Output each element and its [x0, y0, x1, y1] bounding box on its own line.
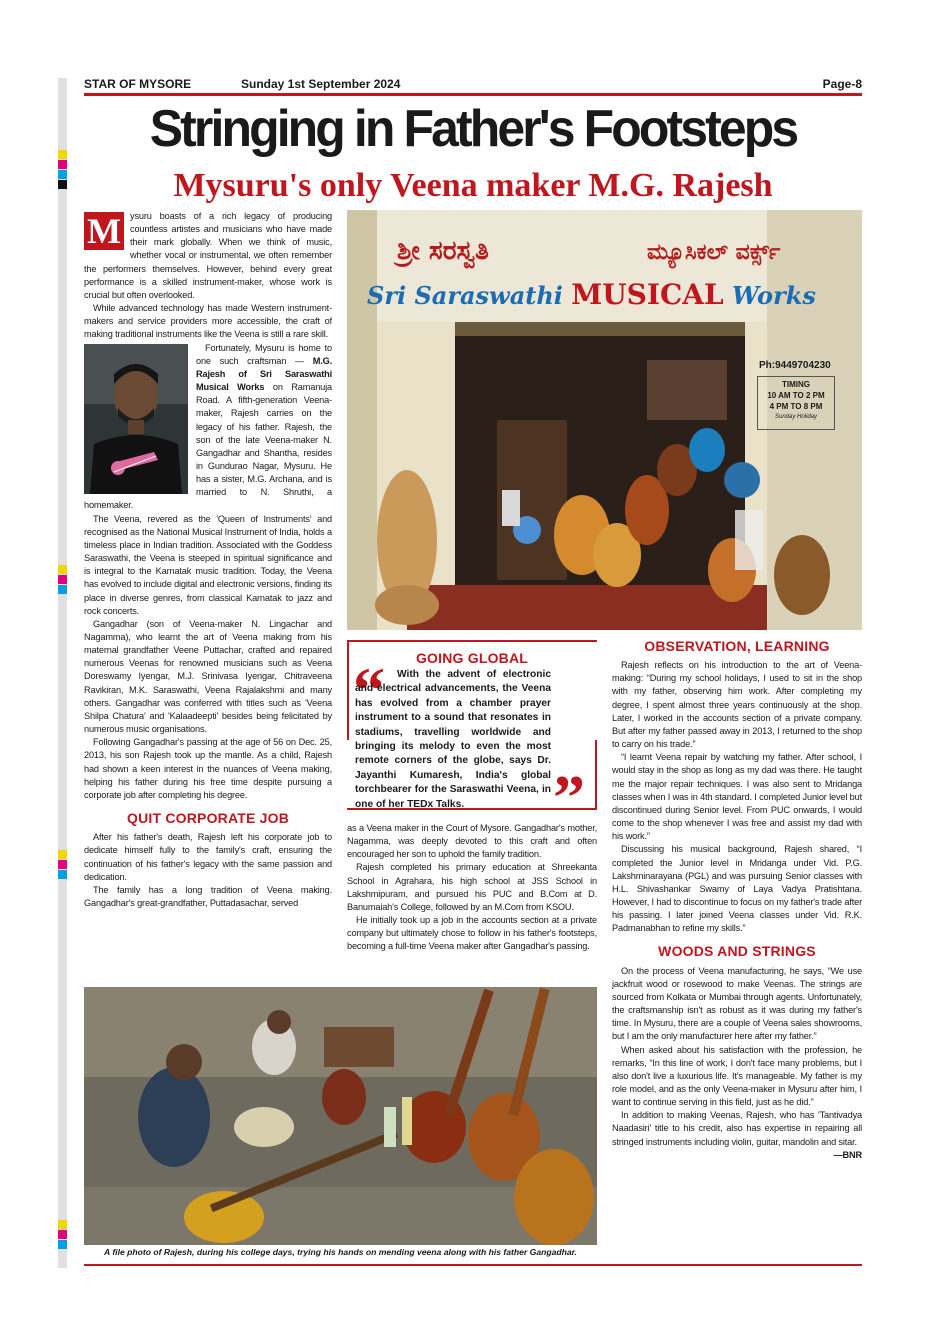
paragraph: “I learnt Veena repair by watching my father. After school, I would stay in the shop as long as my dad was there. He taught me the major repair techniques. I was also sent to Mridanga classes when I was in 4th standard. I completed Junior level but discontinued during Senior level. From PUC onwards, I would come to the shop whenever I was free and assist my dad with his work.”: [612, 752, 862, 842]
open-quote-mark: “: [353, 654, 385, 725]
shop-photo: [347, 210, 862, 630]
sign-english-musical: MUSICAL: [571, 278, 724, 311]
name-highlight: M.G. Rajesh of Sri Saraswathi Musical Works: [196, 355, 332, 393]
sign-english: [367, 278, 816, 311]
page-number: Page-8: [822, 77, 862, 91]
sign-english-part: Sri Saraswathi: [367, 281, 572, 310]
quote-rule: [347, 640, 597, 642]
registration-mark: [58, 180, 67, 189]
timing-title: TIMING: [782, 380, 810, 389]
sign-english-part: Works: [723, 281, 816, 310]
section-heading: WOODS AND STRINGS: [658, 943, 816, 960]
column-middle: [347, 822, 597, 982]
registration-mark: [58, 1220, 67, 1229]
section-heading: OBSERVATION, LEARNING: [644, 640, 830, 654]
paragraph: On the process of Veena manufacturing, he says, “We use jackfruit wood or rosewood to make Veenas. The strings are sourced from Kolkata or Mumbai through agents. Unfortunately, the craftsmanship isn't as robust as it was during my father's time. In Mysuru, there are a couple of Veena sales showrooms, but I am the only manufacturer here after my father.”: [612, 965, 862, 1042]
column-right: [612, 640, 862, 1260]
registration-mark: [58, 860, 67, 869]
timing-line: 4 PM TO 8 PM: [769, 402, 823, 411]
paragraph: Discussing his musical background, Rajesh shared, “I completed the Junior level in Mridanga under Vid. P.G. Lakshminarayana (PGL) and was pursuing Senior classes with H.L. Shivashankar Swamy of Laya Vadya Pratishtana. However, I had to discontinue to focus on my father's trade after his passing. I later joined Veena classes under Vid. R.K. Padmanabhan to refine my skills.”: [612, 844, 862, 934]
quote-rule: [595, 740, 597, 810]
sign-kannada-right: ಮ್ಯೂಸಿಕಲ್ ವರ್ಕ್ಸ್: [647, 240, 781, 265]
registration-mark: [58, 1240, 67, 1249]
registration-mark: [58, 575, 67, 584]
issue-date: Sunday 1st September 2024: [241, 77, 401, 91]
paragraph: In addition to making Veenas, Rajesh, who has 'Tantivadya Naadasiri' title to his credit, also has expertise in repairing all stringed instruments including violin, guitar, mandolin and sitar.: [612, 1110, 862, 1147]
headline: Stringing in Father's Footsteps: [149, 100, 797, 158]
registration-mark: [58, 170, 67, 179]
margin-bar: [58, 78, 67, 1268]
registration-mark: [58, 850, 67, 859]
paragraph: After his father's death, Rajesh left his corporate job to dedicate himself fully to the family's craft, ensuring the continuation of his father's legacy with the same passion and dedication.: [84, 832, 332, 882]
timing-board: [757, 376, 835, 430]
paragraph: He initially took up a job in the accounts section at a private company but ultimately chose to follow in his father's footsteps, becoming a full-time Veena maker after Gangadhar's passing.: [347, 915, 597, 952]
paragraph: Following Gangadhar's passing at the age of 56 on Dec. 25, 2013, his son Rajesh took up the mantle. As a child, Rajesh had shown a keen interest in the nuances of Veena making, helping his father during his free time despite pursuing a corporate job after completing his degree.: [84, 737, 332, 800]
registration-mark: [58, 870, 67, 879]
text-run: Fortunately, Mysuru is home to one such craftsman —: [196, 342, 332, 366]
registration-mark: [58, 150, 67, 159]
section-heading: QUIT CORPORATE JOB: [126, 810, 290, 827]
registration-mark: [58, 565, 67, 574]
paragraph: ysuru boasts of a rich legacy of producing countless artistes and musicians who have made their mark globally. When we think of music, whether vocal or instrumental, we often remember the performers themselves. However, behind every great performance is a skilled instrument-maker, whose work is crucial but often overlooked.: [84, 211, 332, 300]
paper-name: STAR OF MYSORE: [84, 77, 192, 91]
workshop-photo: [84, 987, 597, 1245]
paragraph: Gangadhar (son of Veena-maker N. Lingachar and Nagamma), who learnt the art of Veena making from his maternal grandfather Veene Puttachar, crafted and repaired numerous Veenas for renowned musicians such as Veena Doreswamy Iyengar, M.J. Srinivasa Iyengar, Chitraveena Ravikiran, M.K. Saraswathi, Veena Rajalakshmi and many others. Gangadhar was conferred with titles such as 'Veena Shilpa Chatura' and 'Kalaadeepti' besides being felicitated by numerous music organisations.: [84, 618, 332, 735]
drop-cap: M: [84, 212, 124, 250]
close-quote-mark: ”: [553, 762, 585, 833]
paragraph: When asked about his satisfaction with the profession, he remarks, “In this line of work, I don't face many problems, but I also don't live a luxurious life. It's manageable. My father is my role model, and as the only Veena-maker in Mysuru after him, I want to continue serving in this field, just as he did.”: [612, 1044, 862, 1108]
timing-line: 10 AM TO 2 PM: [767, 391, 825, 400]
paragraph: The Veena, revered as the 'Queen of Instruments' and recognised as the National Musical Instrument of India, holds a timeless place in Indian tradition. Associated with the Goddess Saraswathi, the Veena is steeped in spiritual significance and is integral to the Karnatak music tradition. Today, the Veena has evolved to include digital and electronic versions, finding its place in diverse genres, from classical Karnatak to jazz and rock concerts.: [84, 513, 332, 616]
registration-mark: [58, 1230, 67, 1239]
pull-quote: [347, 640, 597, 833]
paragraph: Rajesh completed his primary education at Shreekanta School in Agrahara, his high school at JSS School in Lakshmipuram, and pursued his PUC and B.Com at D. Banumaiah's College, followed by an M.Com from KSOU.: [347, 862, 597, 912]
paragraph: Rajesh reflects on his introduction to the art of Veena-making: “During my school holidays, I used to sit in the shop with my father, observing him work. After completing my degree, I spent almost three years continuously at the shop. Later, I worked in the accounts section of a private company. But after my father passed away in 2013, I returned to the shop to carry on his trade.”: [612, 660, 862, 750]
quote-body: With the advent of electronic and electrical advancements, the Veena has evolved from a chamber prayer instrument to a sound that resonates in stadiums, travelling worldwide and bringing its melody to even the most remote corners of the globe, says Dr. Jayanthi Kumaresh, India's global torchbearer for the Saraswathi Veena, in one of her TEDx Talks.: [355, 669, 551, 810]
portrait-illustration: [84, 344, 188, 494]
text-run: on Ramanuja Road. A fifth-generation Veena-maker, Rajesh carries on the legacy of his father. Rajesh, the son of the late Veena-maker N. Gangadhar and Shantha, resides in Gundurao Nagar, Mysuru. He has a sister, M.G. Archana, and is married to N. Shruthi, a homemaker.: [84, 382, 332, 511]
sign-kannada-left: ಶ್ರೀ ಸರಸ್ವತಿ: [397, 236, 489, 266]
paragraph: While advanced technology has made Western instrument-makers and service providers more accessible, the craft of making traditional instruments like the Veena is still a rare skill.: [84, 303, 332, 340]
paragraph: as a Veena maker in the Court of Mysore. Gangadhar's mother, Nagamma, was deeply devoted to this craft and often encouraged her son to uphold the family tradition.: [347, 823, 597, 860]
section-heading: GOING GLOBAL: [415, 650, 529, 666]
footer-rule: [84, 1264, 862, 1266]
photo-caption: A file photo of Rajesh, during his college days, trying his hands on mending veena along with his father Gangadhar.: [104, 1247, 577, 1257]
subheadline: Mysuru's only Veena maker M.G. Rajesh: [173, 167, 773, 204]
workshop-illustration: [84, 987, 597, 1245]
timing-note: Sunday Holiday: [774, 414, 818, 420]
masthead: [84, 77, 862, 93]
registration-mark: [58, 160, 67, 169]
paragraph: The family has a long tradition of Veena making. Gangadhar's great-grandfather, Puttadasachar, served: [84, 884, 332, 908]
portrait-photo: [84, 344, 188, 494]
registration-mark: [58, 585, 67, 594]
sign-phone: Ph:9449704230: [759, 360, 831, 371]
byline: —BNR: [833, 1149, 862, 1160]
